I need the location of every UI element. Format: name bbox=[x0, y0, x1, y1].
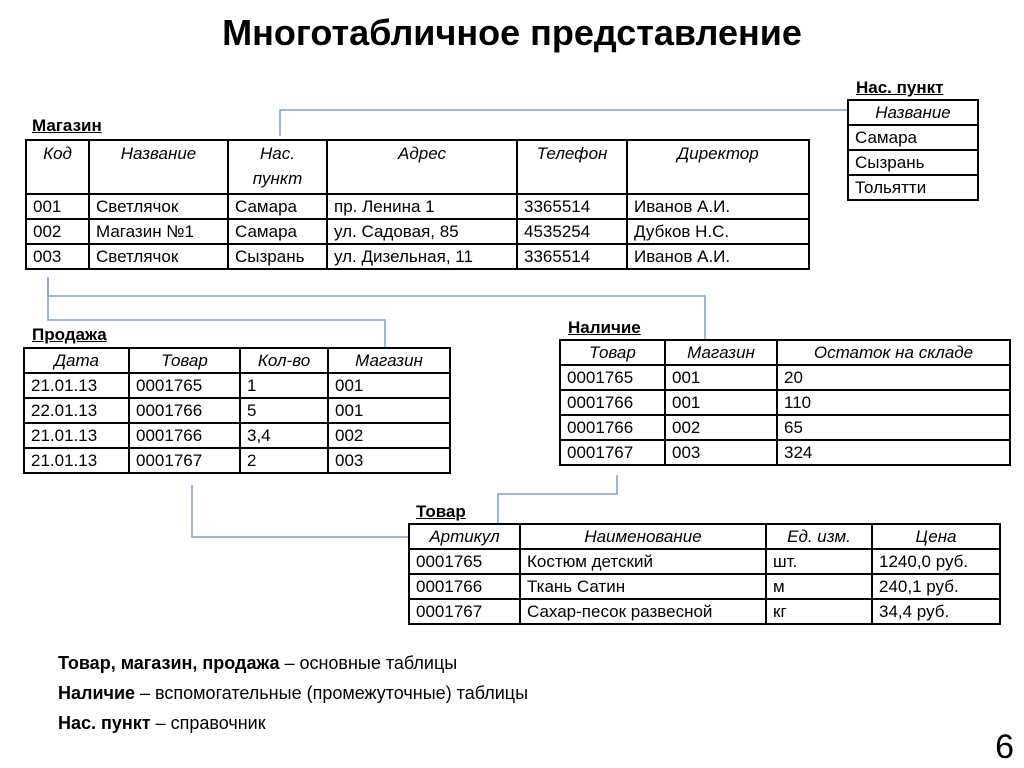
note-line bbox=[58, 648, 528, 678]
table-cell: 3365514 bbox=[517, 194, 627, 219]
table-cell: 001 bbox=[26, 194, 89, 219]
sale-table-caption: Продажа bbox=[32, 325, 107, 344]
table-cell: 324 bbox=[777, 440, 1010, 465]
note-term: Товар, магазин, продажа bbox=[58, 653, 280, 673]
table-cell: 002 bbox=[26, 219, 89, 244]
table-cell: 21.01.13 bbox=[24, 423, 129, 448]
stock-table bbox=[559, 339, 1011, 466]
table-cell: 3365514 bbox=[517, 244, 627, 269]
column-header: Магазин bbox=[328, 348, 450, 373]
table-row bbox=[24, 423, 450, 448]
table-row bbox=[26, 194, 809, 219]
column-header: Дата bbox=[24, 348, 129, 373]
table-row bbox=[26, 244, 809, 269]
table-cell: 0001766 bbox=[129, 398, 240, 423]
table-cell: Дубков Н.С. bbox=[627, 219, 809, 244]
table-cell: 34,4 руб. bbox=[872, 599, 1000, 624]
sale-table bbox=[23, 347, 451, 474]
table-cell: 0001767 bbox=[129, 448, 240, 473]
table-cell: Иванов А.И. bbox=[627, 194, 809, 219]
table-row bbox=[24, 398, 450, 423]
table-cell: 0001765 bbox=[129, 373, 240, 398]
table-cell: 0001767 bbox=[560, 440, 665, 465]
table-row bbox=[24, 448, 450, 473]
table-cell: 20 bbox=[777, 365, 1010, 390]
table-cell: Самара bbox=[848, 125, 978, 150]
table-cell: 240,1 руб. bbox=[872, 574, 1000, 599]
table-cell: 2 bbox=[240, 448, 328, 473]
table-cell: Тольятти bbox=[848, 175, 978, 200]
connector-stock-goods bbox=[498, 475, 617, 525]
table-header-row bbox=[26, 140, 809, 194]
table-cell: 110 bbox=[777, 390, 1010, 415]
column-header: Магазин bbox=[665, 340, 777, 365]
table-cell: ул. Дизельная, 11 bbox=[327, 244, 517, 269]
table-cell: Сызрань bbox=[848, 150, 978, 175]
table-header-row bbox=[409, 524, 1000, 549]
table-cell: м bbox=[766, 574, 872, 599]
shop-table-caption: Магазин bbox=[32, 116, 102, 135]
table-cell: Самара bbox=[228, 194, 327, 219]
note-text: – вспомогательные (промежуточные) таблицы bbox=[135, 683, 529, 703]
table-cell: 003 bbox=[26, 244, 89, 269]
table-cell: Сахар-песок развесной bbox=[520, 599, 766, 624]
table-row bbox=[848, 125, 978, 150]
shop-table bbox=[25, 139, 810, 270]
column-header: Остаток на складе bbox=[777, 340, 1010, 365]
table-cell: 5 bbox=[240, 398, 328, 423]
column-header: Кол-во bbox=[240, 348, 328, 373]
table-row bbox=[560, 390, 1010, 415]
table-cell: 3,4 bbox=[240, 423, 328, 448]
column-header: Название bbox=[848, 100, 978, 125]
connector-shop-town bbox=[280, 110, 848, 136]
table-cell: Иванов А.И. bbox=[627, 244, 809, 269]
page-number: 6 bbox=[995, 728, 1014, 766]
table-cell: 003 bbox=[665, 440, 777, 465]
table-cell: 001 bbox=[328, 398, 450, 423]
note-line bbox=[58, 708, 528, 738]
goods-table-caption: Товар bbox=[416, 502, 466, 521]
table-row bbox=[409, 574, 1000, 599]
note-text: – основные таблицы bbox=[279, 653, 458, 673]
table-cell: 0001765 bbox=[560, 365, 665, 390]
table-cell: Светлячок bbox=[89, 194, 228, 219]
table-cell: 002 bbox=[665, 415, 777, 440]
table-row bbox=[560, 440, 1010, 465]
table-cell: 65 bbox=[777, 415, 1010, 440]
connector-sale-goods bbox=[192, 485, 410, 537]
table-row bbox=[26, 219, 809, 244]
table-row bbox=[409, 549, 1000, 574]
table-header-row bbox=[24, 348, 450, 373]
table-cell: 21.01.13 bbox=[24, 373, 129, 398]
page-title: Многотабличное представление bbox=[222, 12, 802, 53]
column-header: Нас. пункт bbox=[228, 140, 327, 194]
table-row bbox=[24, 373, 450, 398]
table-cell: Ткань Сатин bbox=[520, 574, 766, 599]
table-header-row bbox=[848, 100, 978, 125]
table-cell: 0001767 bbox=[409, 599, 520, 624]
column-header: Артикул bbox=[409, 524, 520, 549]
table-row bbox=[409, 599, 1000, 624]
table-cell: 003 bbox=[328, 448, 450, 473]
column-header: Товар bbox=[129, 348, 240, 373]
table-cell: Костюм детский bbox=[520, 549, 766, 574]
goods-table bbox=[408, 523, 1001, 625]
table-row bbox=[560, 365, 1010, 390]
table-cell: Магазин №1 bbox=[89, 219, 228, 244]
table-cell: 1240,0 руб. bbox=[872, 549, 1000, 574]
table-cell: кг bbox=[766, 599, 872, 624]
note-term: Нас. пункт bbox=[58, 713, 151, 733]
table-cell: 002 bbox=[328, 423, 450, 448]
note-line bbox=[58, 678, 528, 708]
table-row bbox=[560, 415, 1010, 440]
column-header: Наименование bbox=[520, 524, 766, 549]
column-header: Товар bbox=[560, 340, 665, 365]
table-cell: 4535254 bbox=[517, 219, 627, 244]
table-cell: Сызрань bbox=[228, 244, 327, 269]
table-cell: 0001766 bbox=[129, 423, 240, 448]
stock-table-caption: Наличие bbox=[568, 318, 641, 337]
table-cell: шт. bbox=[766, 549, 872, 574]
column-header: Код bbox=[26, 140, 89, 194]
legend-notes bbox=[58, 648, 528, 738]
table-cell: 21.01.13 bbox=[24, 448, 129, 473]
table-row bbox=[848, 150, 978, 175]
note-text: – справочник bbox=[150, 713, 266, 733]
table-cell: Самара bbox=[228, 219, 327, 244]
town-table-caption: Нас. пункт bbox=[856, 78, 944, 97]
table-cell: 001 bbox=[328, 373, 450, 398]
table-cell: 001 bbox=[665, 390, 777, 415]
table-cell: 001 bbox=[665, 365, 777, 390]
table-cell: Светлячок bbox=[89, 244, 228, 269]
table-cell: 22.01.13 bbox=[24, 398, 129, 423]
column-header: Адрес bbox=[327, 140, 517, 194]
note-term: Наличие bbox=[58, 683, 136, 703]
table-cell: 1 bbox=[240, 373, 328, 398]
column-header: Название bbox=[89, 140, 228, 194]
table-cell: 0001765 bbox=[409, 549, 520, 574]
column-header: Цена bbox=[872, 524, 1000, 549]
column-header: Ед. изм. bbox=[766, 524, 872, 549]
table-cell: 0001766 bbox=[560, 390, 665, 415]
table-row bbox=[848, 175, 978, 200]
column-header: Телефон bbox=[517, 140, 627, 194]
column-header: Директор bbox=[627, 140, 809, 194]
table-cell: ул. Садовая, 85 bbox=[327, 219, 517, 244]
table-cell: 0001766 bbox=[560, 415, 665, 440]
table-header-row bbox=[560, 340, 1010, 365]
town-table bbox=[847, 99, 979, 201]
table-cell: 0001766 bbox=[409, 574, 520, 599]
table-cell: пр. Ленина 1 bbox=[327, 194, 517, 219]
